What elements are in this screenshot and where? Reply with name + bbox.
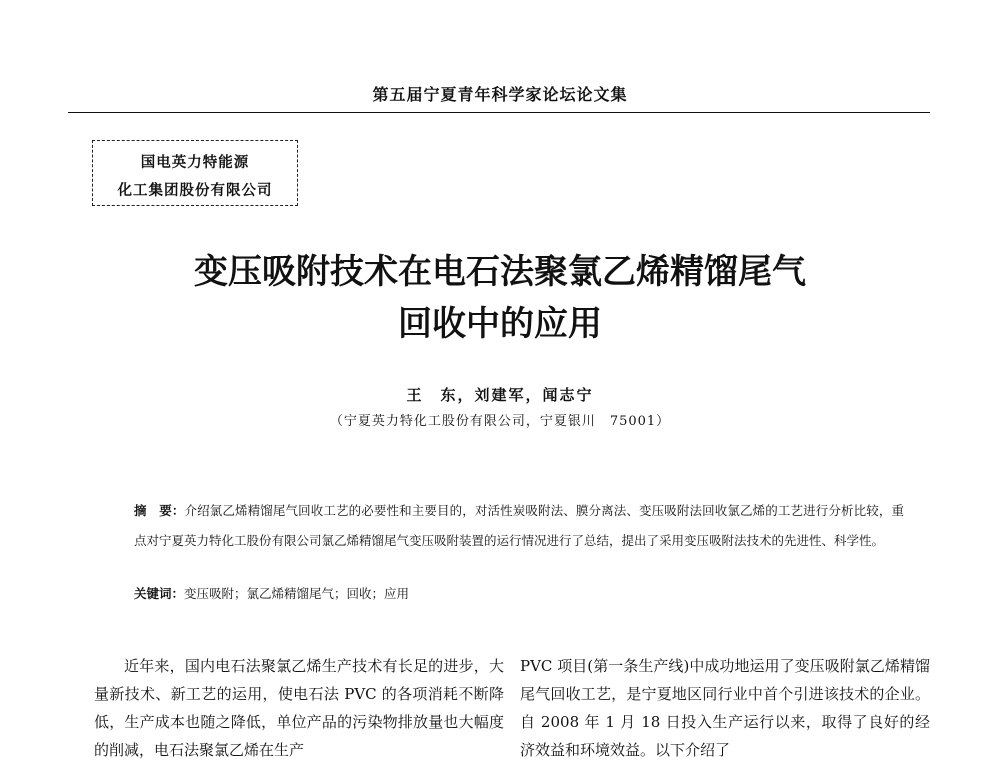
keywords	[134, 582, 904, 606]
body-left-column: 近年来，国内电石法聚氯乙烯生产技术有长足的进步，大量新技术、新工艺的运用，使电石法 PVC 的各项消耗不断降低，生产成本也随之降低，单位产品的污染物排放量也大幅度的削减，电石法聚氯乙烯在生产	[94, 657, 504, 759]
title-line-1: 变压吸附技术在电石法聚氯乙烯精馏尾气	[194, 252, 806, 292]
keywords-text: 变压吸附；氯乙烯精馏尾气；回收；应用	[184, 586, 410, 601]
stamp-line-1: 国电英力特能源	[140, 155, 250, 171]
author-list: 王 东，刘建军，闻志宁	[406, 386, 594, 404]
institution-stamp	[92, 140, 298, 206]
header-rule	[68, 112, 930, 113]
abstract-label: 摘 要：	[134, 503, 185, 518]
title-line-2: 回收中的应用	[398, 304, 602, 344]
author-affiliation: （宁夏英力特化工股份有限公司，宁夏银川 75001）	[329, 414, 671, 429]
abstract	[134, 496, 904, 556]
abstract-text: 介绍氯乙烯精馏尾气回收工艺的必要性和主要目的，对活性炭吸附法、膜分离法、变压吸附法回收氯乙烯的工艺进行分析比较，重点对宁夏英力特化工股份有限公司氯乙烯精馏尾气变压吸附装置的运行情况进行了总结，提出了采用变压吸附法技术的先进性、科学性。	[134, 503, 904, 548]
body-right-column: PVC 项目(第一条生产线)中成功地运用了变压吸附氯乙烯精馏尾气回收工艺，是宁夏地区同行业中首个引进该技术的企业。自 2008 年 1 月 18 日投入生产运行以来，取得了良好的经济效益和环境效益。以下介绍了	[520, 657, 930, 759]
article-title	[0, 246, 1000, 350]
running-title: 第五届宁夏青年科学家论坛论文集	[372, 85, 628, 104]
keywords-label: 关键词：	[134, 586, 185, 601]
stamp-line-2: 化工集团股份有限公司	[117, 183, 273, 199]
